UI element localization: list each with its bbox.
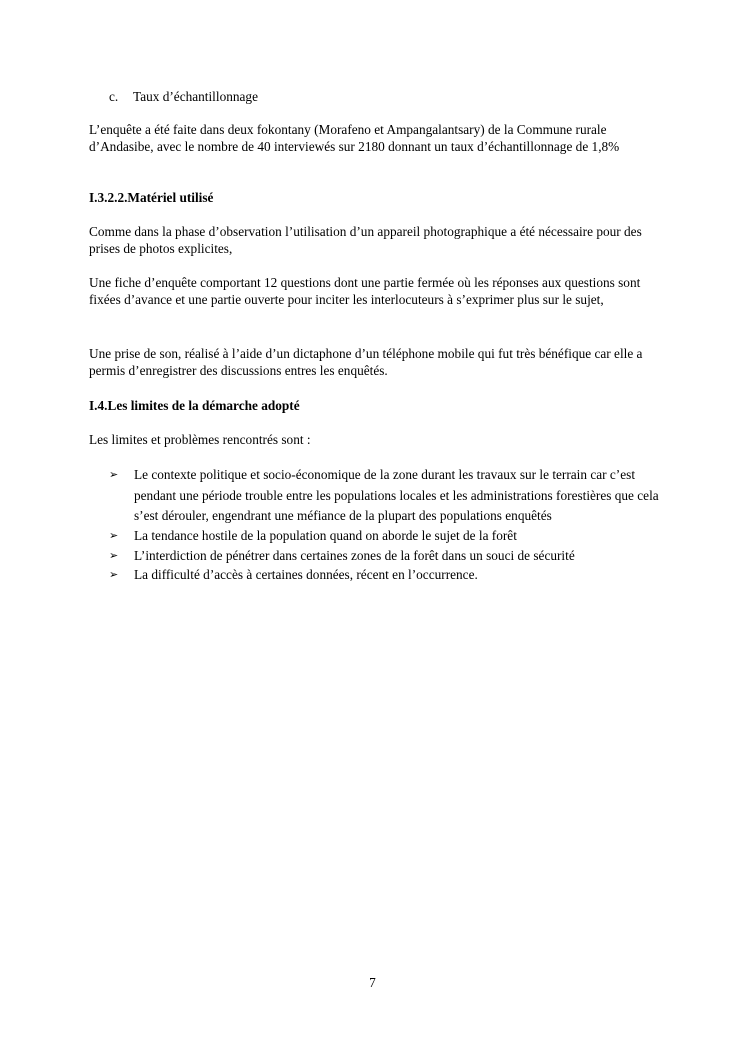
list-item-text: Le contexte politique et socio-économique de la zone durant les travaux sur le terrain car c’est pendant une période trouble entre les populations locales et les administrations forestières que cela s’est dérouler, engendrant une méfiance de la plupart des populations enquêtés [134,467,659,524]
subsection-heading [109,89,258,106]
paragraph-limits-intro: Les limites et problèmes rencontrés sont : [89,432,311,447]
subsection-title: Taux d’échantillonnage [133,89,258,104]
list-item-text: La difficulté d’accès à certaines données, récent en l’occurrence. [134,567,478,583]
list-item-text: La tendance hostile de la population quand on aborde le sujet de la forêt [134,527,517,543]
list-item [109,567,669,584]
arrow-bullet-icon: ➢ [109,468,119,481]
list-item [109,465,669,527]
paragraph-sound-recording: Une prise de son, réalisé à l’aide d’un dictaphone d’un téléphone mobile qui fut très bénéfique car elle a permis d’enregistrer des discussions entres les enquêtés. [89,346,643,378]
paragraph-camera: Comme dans la phase d’observation l’utilisation d’un appareil photographique a été nécessaire pour des prises de photos explicites, [89,224,642,256]
paragraph-survey-form: Une fiche d’enquête comportant 12 questions dont une partie fermée où les réponses aux questions sont fixées d’avance et une partie ouverte pour inciter les interlocuteurs à s’exprimer plus sur le sujet, [89,275,641,307]
list-item-text: L’interdiction de pénétrer dans certaines zones de la forêt dans un souci de sécurité [134,547,575,563]
section-heading-materiel: I.3.2.2.Matériel utilisé [89,190,214,205]
list-item [109,548,669,565]
limits-list [109,465,669,584]
list-item [109,528,669,545]
arrow-bullet-icon: ➢ [109,568,119,582]
paragraph-sampling: L’enquête a été faite dans deux fokontany (Morafeno et Ampangalantsary) de la Commune rurale d’Andasibe, avec le nombre de 40 interviewés sur 2180 donnant un taux d’échantillonnage de 1,8% [89,122,620,154]
subsection-marker: c. [109,89,119,104]
section-heading-limites: I.4.Les limites de la démarche adopté [89,398,300,413]
page-number: 7 [369,975,376,990]
arrow-bullet-icon: ➢ [109,548,119,562]
arrow-bullet-icon: ➢ [109,528,119,542]
